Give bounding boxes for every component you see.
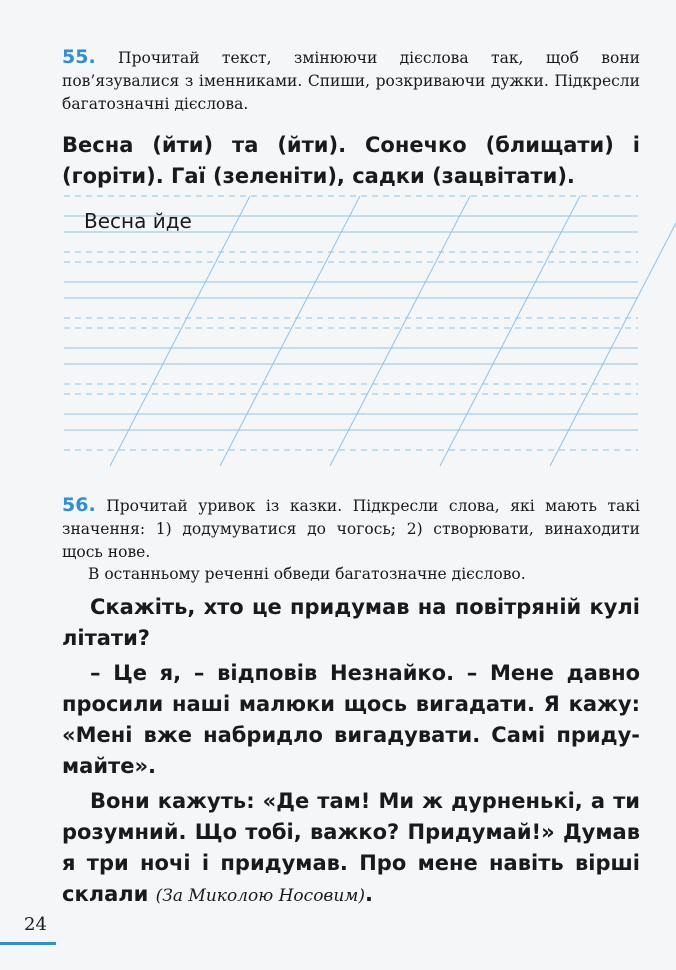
page-number-bar [0,942,56,945]
excerpt-paragraph-3-text: Вони кажуть: «Де там! Ми ж дурненькі, а ти розумний. Що тобі, важко? Придумай!» Думав я три ночі і придумав. Про мене навіть вірші склали [62,789,640,906]
exercise-56-number: 56. [62,494,96,516]
exercise-56-instruction [62,494,640,564]
sample-answer-start: Весна йде [84,209,192,233]
exercise-55-instruction-text: Прочитай текст, змінюючи дієслова так, щоб вони пов’язувалися з іменниками. Спиши, розкриваючи дужки. Підкресли багатозначні дієслова. [62,49,640,113]
exercise-56-instruction-text: Прочитай уривок із казки. Підкресли слова, які мають такі значення: 1) додумуватися до чогось; 2) створювати, винаходити щось нове. [62,497,640,561]
exercise-56-excerpt [62,592,640,912]
excerpt-end: . [365,882,373,906]
excerpt-source: (За Миколою Носовим) [155,886,365,906]
page-number: 24 [24,914,47,935]
excerpt-paragraph-3 [62,786,640,912]
excerpt-paragraph-1: Скажіть, хто це придумав на повітряній кулі літати? [62,595,640,650]
exercise-56-instruction-2: В останньому реченні обведи багатозначне дієслово. [88,565,526,583]
exercise-55-number: 55. [62,46,96,68]
excerpt-paragraph-2: – Це я, – відповів Незнайко. – Мене давно просили наші малюки щось вигадати. Я кажу: «Мені вже набридло вигадувати. Самі придумайте». [62,661,640,778]
exercise-55-sentences: Весна (йти) та (йти). Сонечко (блищати) і (горіти). Гаї (зеленіти), садки (зацвітати). [62,133,640,188]
writing-lines [0,0,676,480]
